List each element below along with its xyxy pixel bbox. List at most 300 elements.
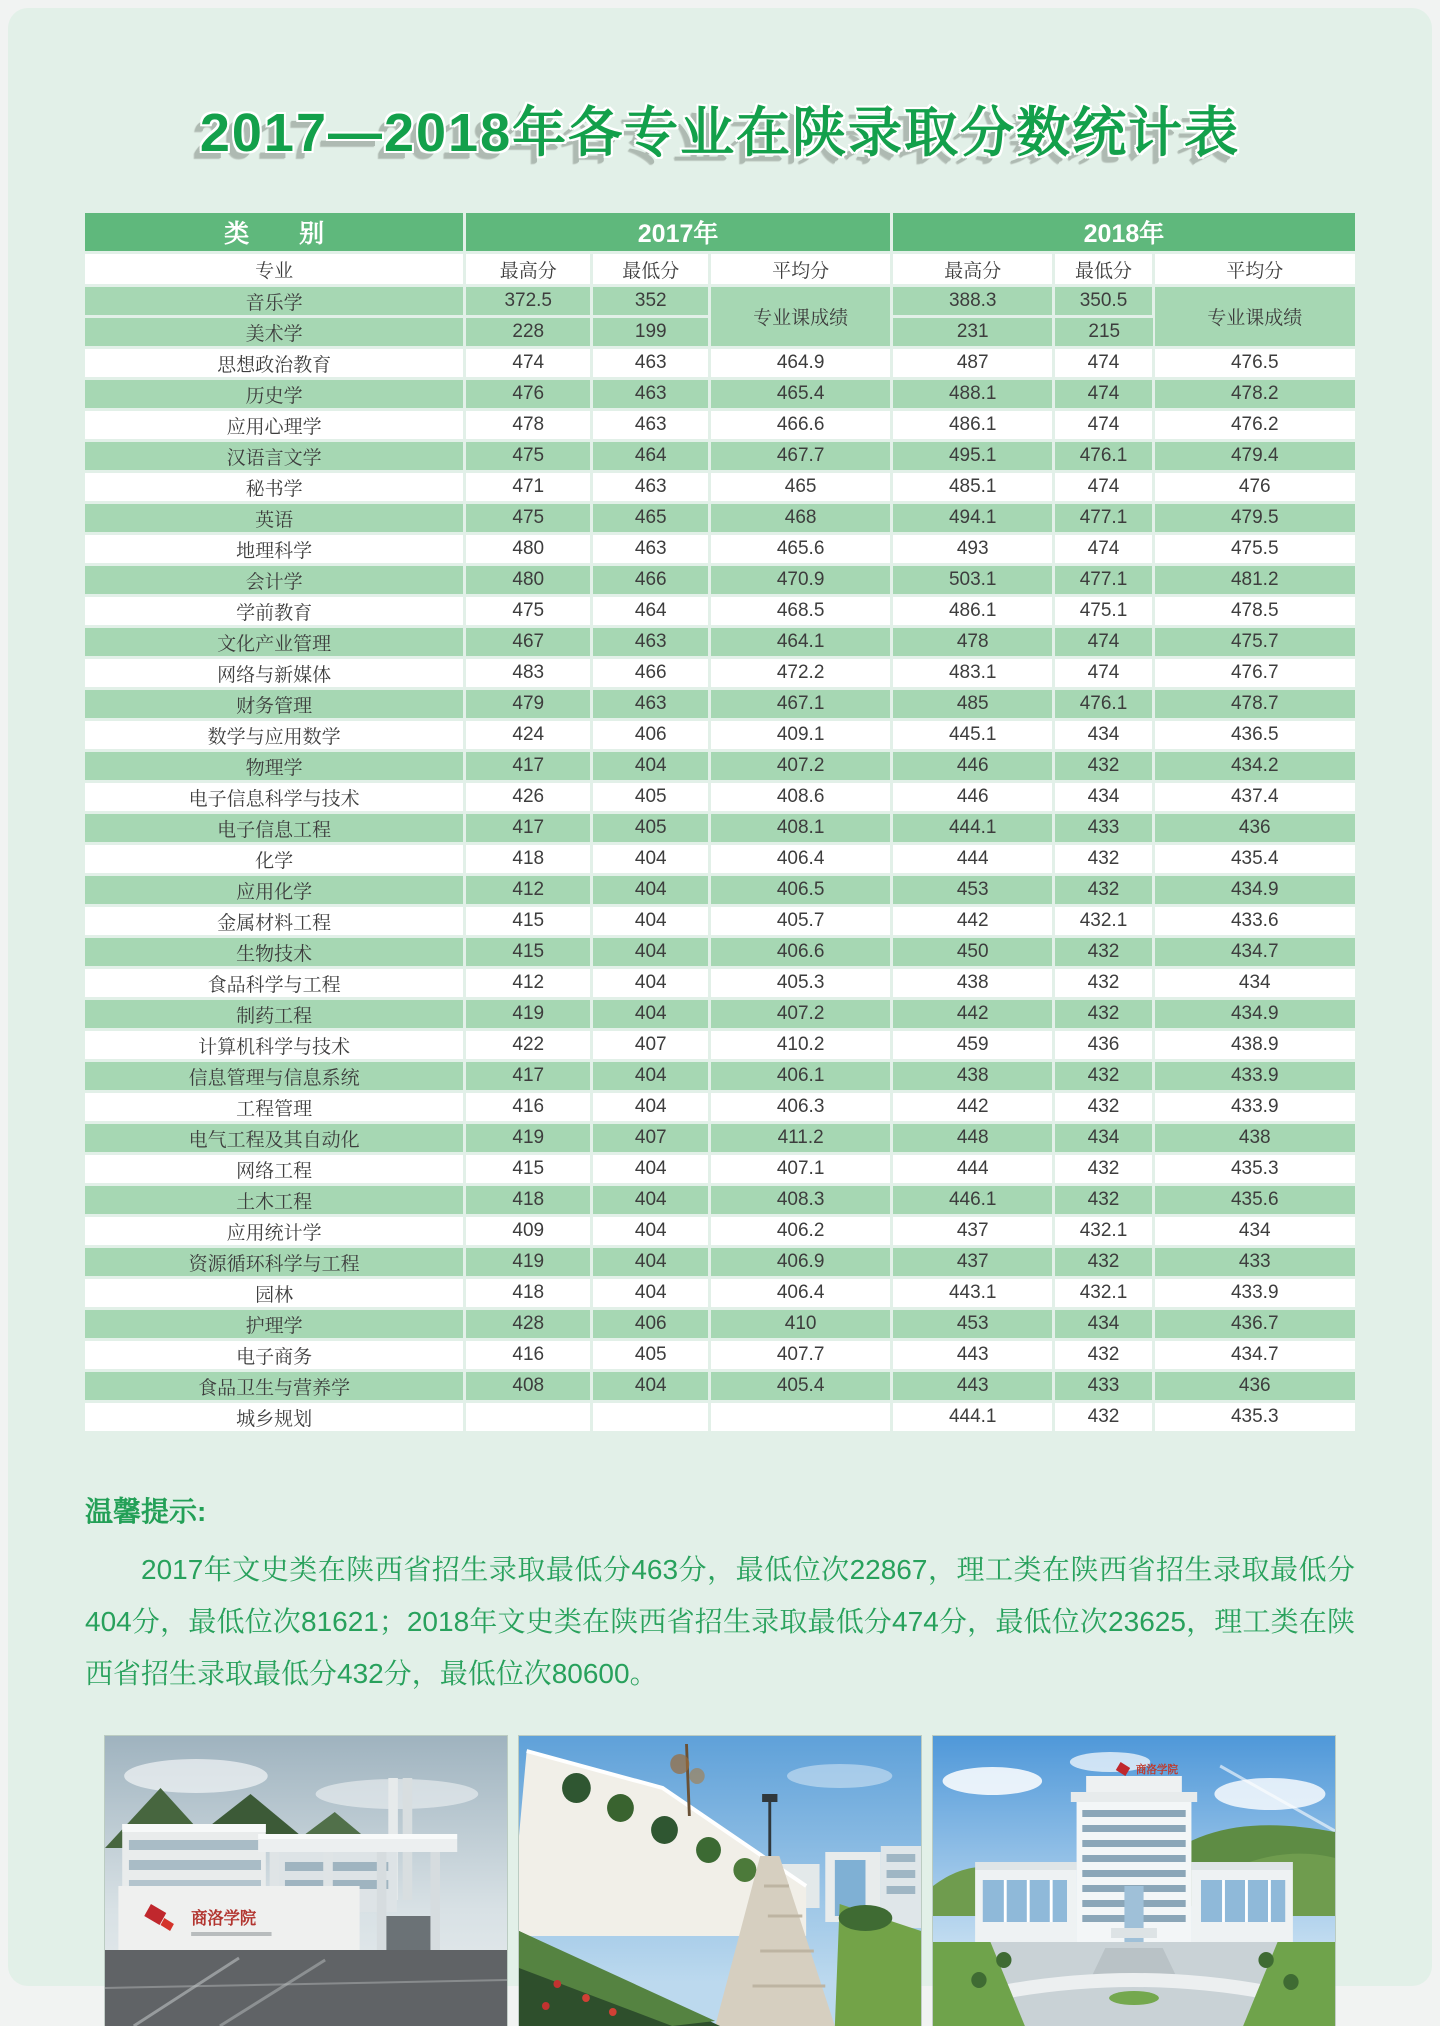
cell-2018-min: 432.1 xyxy=(1054,1216,1153,1247)
cell-2018-avg: 436.7 xyxy=(1153,1309,1355,1340)
campus-gate-illustration xyxy=(105,1736,507,2026)
cell-2017-max: 415 xyxy=(465,906,592,937)
cell-2018-max: 442 xyxy=(891,999,1054,1030)
cell-2018-min: 474 xyxy=(1054,472,1153,503)
cell-2018-min: 474 xyxy=(1054,410,1153,441)
cell-2018-max: 443 xyxy=(891,1371,1054,1402)
cell-2017-avg: 470.9 xyxy=(710,565,892,596)
table-row xyxy=(85,596,1355,627)
cell-2017-max: 409 xyxy=(465,1216,592,1247)
cell-2017-avg: 468.5 xyxy=(710,596,892,627)
cell-2017-max: 471 xyxy=(465,472,592,503)
cell-major: 应用化学 xyxy=(85,875,465,906)
table-header-row xyxy=(85,213,1355,253)
cell-2018-avg: 434 xyxy=(1153,1216,1355,1247)
cell-2017-avg: 472.2 xyxy=(710,658,892,689)
cell-2017-min: 406 xyxy=(592,720,710,751)
cell-2017-avg: 405.7 xyxy=(710,906,892,937)
cell-2018-avg: 434.9 xyxy=(1153,999,1355,1030)
table-row xyxy=(85,503,1355,534)
table-row xyxy=(85,782,1355,813)
cell-2017-avg: 465 xyxy=(710,472,892,503)
table-row xyxy=(85,1061,1355,1092)
table-row xyxy=(85,472,1355,503)
cell-2018-min: 474 xyxy=(1054,658,1153,689)
cell-2017-min: 463 xyxy=(592,472,710,503)
cell-2017-max: 415 xyxy=(465,1154,592,1185)
table-row xyxy=(85,1154,1355,1185)
tips-heading: 温馨提示: xyxy=(85,1496,207,1527)
cell-2018-max: 494.1 xyxy=(891,503,1054,534)
main-building-photo xyxy=(933,1736,1335,2026)
cell-2017-max: 412 xyxy=(465,968,592,999)
cell-2017-min: 463 xyxy=(592,348,710,379)
score-table xyxy=(85,213,1355,1434)
cell-2017-min: 463 xyxy=(592,410,710,441)
subheader-major: 专业 xyxy=(85,253,465,286)
page-title: 2017—2018年各专业在陕录取分数统计表 xyxy=(199,103,1241,163)
main-building-illustration xyxy=(933,1736,1335,2026)
cell-2017-avg: 406.6 xyxy=(710,937,892,968)
cell-2017-min: 404 xyxy=(592,1061,710,1092)
cell-2018-max: 453 xyxy=(891,875,1054,906)
cell-major: 电子信息科学与技术 xyxy=(85,782,465,813)
cell-2017-min: 464 xyxy=(592,596,710,627)
table-row xyxy=(85,658,1355,689)
cell-2017-max: 480 xyxy=(465,565,592,596)
cell-2017-max: 419 xyxy=(465,1123,592,1154)
cell-2017-max: 418 xyxy=(465,844,592,875)
cell-2017-max: 475 xyxy=(465,441,592,472)
cell-2018-avg: 438 xyxy=(1153,1123,1355,1154)
cell-major: 物理学 xyxy=(85,751,465,782)
gate-sign-text: 商洛学院 xyxy=(191,1908,257,1929)
cell-2017-max: 228 xyxy=(465,317,592,348)
cell-2017-min: 407 xyxy=(592,1123,710,1154)
table-row xyxy=(85,1216,1355,1247)
cell-major: 生物技术 xyxy=(85,937,465,968)
cell-2017-avg: 407.2 xyxy=(710,999,892,1030)
cell-2017-min: 463 xyxy=(592,689,710,720)
cell-major: 历史学 xyxy=(85,379,465,410)
cell-2018-min: 434 xyxy=(1054,1123,1153,1154)
subheader-2018-min: 最低分 xyxy=(1054,253,1153,286)
table-row xyxy=(85,441,1355,472)
cell-2017-min: 465 xyxy=(592,503,710,534)
cell-major: 学前教育 xyxy=(85,596,465,627)
cell-2018-min: 434 xyxy=(1054,720,1153,751)
cell-2018-max: 437 xyxy=(891,1216,1054,1247)
cell-2017-max: 408 xyxy=(465,1371,592,1402)
cell-2017-max: 412 xyxy=(465,875,592,906)
cell-major: 汉语言文学 xyxy=(85,441,465,472)
cell-major: 英语 xyxy=(85,503,465,534)
cell-2017-min xyxy=(592,1402,710,1433)
cell-2018-avg: 476 xyxy=(1153,472,1355,503)
cell-2017-max: 419 xyxy=(465,1247,592,1278)
cell-2018-max: 438 xyxy=(891,1061,1054,1092)
cell-2018-min: 477.1 xyxy=(1054,503,1153,534)
cell-2017-max: 476 xyxy=(465,379,592,410)
cell-2018-min: 432 xyxy=(1054,751,1153,782)
table-row xyxy=(85,1371,1355,1402)
cell-2017-avg: 406.3 xyxy=(710,1092,892,1123)
campus-gate-photo xyxy=(105,1736,507,2026)
cell-2017-max: 416 xyxy=(465,1340,592,1371)
cell-2017-avg: 410.2 xyxy=(710,1030,892,1061)
table-row xyxy=(85,627,1355,658)
cell-2018-avg: 433.9 xyxy=(1153,1278,1355,1309)
cell-2018-max: 483.1 xyxy=(891,658,1054,689)
cell-2017-max: 475 xyxy=(465,503,592,534)
header-year-2017: 2017年 xyxy=(465,213,892,253)
cell-2018-min: 436 xyxy=(1054,1030,1153,1061)
cell-2018-min: 474 xyxy=(1054,348,1153,379)
cell-2017-min: 405 xyxy=(592,1340,710,1371)
table-row xyxy=(85,720,1355,751)
cell-2017-avg: 466.6 xyxy=(710,410,892,441)
cell-2017-min: 404 xyxy=(592,1278,710,1309)
cell-major: 制药工程 xyxy=(85,999,465,1030)
cell-2018-avg: 436 xyxy=(1153,1371,1355,1402)
cell-2018-max: 445.1 xyxy=(891,720,1054,751)
table-row xyxy=(85,937,1355,968)
cell-2018-max: 443 xyxy=(891,1340,1054,1371)
cell-major: 地理科学 xyxy=(85,534,465,565)
cell-2017-max: 418 xyxy=(465,1278,592,1309)
cell-2018-avg: 437.4 xyxy=(1153,782,1355,813)
cell-2018-min: 432 xyxy=(1054,968,1153,999)
cell-2018-min: 476.1 xyxy=(1054,441,1153,472)
cell-2018-max: 453 xyxy=(891,1309,1054,1340)
cell-2018-avg: 478.2 xyxy=(1153,379,1355,410)
cell-2018-max: 450 xyxy=(891,937,1054,968)
cell-2018-min: 432.1 xyxy=(1054,906,1153,937)
cell-2017-min: 404 xyxy=(592,1247,710,1278)
cell-2017-max: 428 xyxy=(465,1309,592,1340)
cell-2018-avg: 476.5 xyxy=(1153,348,1355,379)
table-row xyxy=(85,1402,1355,1433)
table-row xyxy=(85,1185,1355,1216)
cell-2018-avg: 434.7 xyxy=(1153,1340,1355,1371)
cell-2018-avg: 436.5 xyxy=(1153,720,1355,751)
roof-sign-text: 商洛学院 xyxy=(1135,1763,1178,1777)
table-row xyxy=(85,1340,1355,1371)
cell-2017-avg: 406.9 xyxy=(710,1247,892,1278)
cell-2017-max: 474 xyxy=(465,348,592,379)
cell-2018-max: 448 xyxy=(891,1123,1054,1154)
cell-2018-avg: 433.9 xyxy=(1153,1092,1355,1123)
cell-major: 食品卫生与营养学 xyxy=(85,1371,465,1402)
cell-2018-min: 433 xyxy=(1054,1371,1153,1402)
cell-2018-min: 432 xyxy=(1054,844,1153,875)
cell-major: 金属材料工程 xyxy=(85,906,465,937)
cell-2018-max: 485.1 xyxy=(891,472,1054,503)
cell-2018-max: 446 xyxy=(891,751,1054,782)
cell-2017-min: 404 xyxy=(592,1216,710,1247)
table-row xyxy=(85,1092,1355,1123)
cell-2017-max: 467 xyxy=(465,627,592,658)
subheader-2018-avg: 平均分 xyxy=(1153,253,1355,286)
table-row xyxy=(85,906,1355,937)
cell-2017-avg: 465.6 xyxy=(710,534,892,565)
cell-major: 护理学 xyxy=(85,1309,465,1340)
cell-2017-max: 417 xyxy=(465,751,592,782)
cell-major: 音乐学 xyxy=(85,286,465,317)
cell-2017-max: 419 xyxy=(465,999,592,1030)
cell-2017-min: 407 xyxy=(592,1030,710,1061)
cell-2017-avg: 406.4 xyxy=(710,1278,892,1309)
cell-2017-min: 464 xyxy=(592,441,710,472)
cell-2017-min: 404 xyxy=(592,844,710,875)
cell-2017-max: 417 xyxy=(465,1061,592,1092)
table-row xyxy=(85,751,1355,782)
cell-2018-max: 444 xyxy=(891,844,1054,875)
tips-body: 2017年文史类在陕西省招生录取最低分463分，最低位次22867，理工类在陕西省招生录取最低分404分，最低位次81621；2018年文史类在陕西省招生录取最低分474分，最低位次23625，理工类在陕西省招生录取最低分432分，最低位次80600。 xyxy=(85,1554,1355,1689)
cell-2018-min: 432 xyxy=(1054,1154,1153,1185)
table-row xyxy=(85,813,1355,844)
cell-2017-max: 475 xyxy=(465,596,592,627)
cell-major: 应用统计学 xyxy=(85,1216,465,1247)
cell-2018-max: 443.1 xyxy=(891,1278,1054,1309)
cell-major: 食品科学与工程 xyxy=(85,968,465,999)
cell-2017-max: 479 xyxy=(465,689,592,720)
cell-2018-avg: 481.2 xyxy=(1153,565,1355,596)
subheader-2017-avg: 平均分 xyxy=(710,253,892,286)
cell-2018-min: 215 xyxy=(1054,317,1153,348)
cell-2017-max: 478 xyxy=(465,410,592,441)
header-year-2018: 2018年 xyxy=(891,213,1355,253)
cell-2017-avg: 406.2 xyxy=(710,1216,892,1247)
cell-2018-avg-merged: 专业课成绩 xyxy=(1153,286,1355,348)
cell-2018-max: 231 xyxy=(891,317,1054,348)
cell-2018-avg: 435.6 xyxy=(1153,1185,1355,1216)
cell-2017-avg: 407.7 xyxy=(710,1340,892,1371)
cell-major: 思想政治教育 xyxy=(85,348,465,379)
cell-2017-min: 404 xyxy=(592,968,710,999)
cell-2018-max: 459 xyxy=(891,1030,1054,1061)
table-row xyxy=(85,1030,1355,1061)
campus-path-photo xyxy=(519,1736,921,2026)
cell-2017-min: 466 xyxy=(592,658,710,689)
table-row xyxy=(85,1123,1355,1154)
cell-2018-max: 442 xyxy=(891,906,1054,937)
cell-2017-avg: 408.6 xyxy=(710,782,892,813)
cell-2017-avg: 467.7 xyxy=(710,441,892,472)
cell-major: 电子商务 xyxy=(85,1340,465,1371)
table-row xyxy=(85,875,1355,906)
cell-2017-max: 483 xyxy=(465,658,592,689)
cell-2018-avg: 433.6 xyxy=(1153,906,1355,937)
cell-2017-avg: 409.1 xyxy=(710,720,892,751)
cell-2018-max: 486.1 xyxy=(891,596,1054,627)
table-row xyxy=(85,348,1355,379)
cell-2017-avg-merged: 专业课成绩 xyxy=(710,286,892,348)
cell-major: 园林 xyxy=(85,1278,465,1309)
cell-2018-min: 474 xyxy=(1054,534,1153,565)
cell-2017-min: 463 xyxy=(592,627,710,658)
cell-2017-max: 424 xyxy=(465,720,592,751)
cell-2018-avg: 433.9 xyxy=(1153,1061,1355,1092)
table-row xyxy=(85,1247,1355,1278)
cell-2018-max: 486.1 xyxy=(891,410,1054,441)
cell-2018-min: 432 xyxy=(1054,1061,1153,1092)
cell-2018-min: 432.1 xyxy=(1054,1278,1153,1309)
cell-2017-max: 418 xyxy=(465,1185,592,1216)
cell-2018-avg: 475.7 xyxy=(1153,627,1355,658)
table-row xyxy=(85,844,1355,875)
cell-2017-max: 422 xyxy=(465,1030,592,1061)
cell-2017-avg: 407.2 xyxy=(710,751,892,782)
cell-2017-avg: 408.1 xyxy=(710,813,892,844)
cell-major: 文化产业管理 xyxy=(85,627,465,658)
cell-2018-max: 495.1 xyxy=(891,441,1054,472)
cell-2018-max: 503.1 xyxy=(891,565,1054,596)
tips-section xyxy=(85,1490,1355,1700)
cell-2018-avg: 479.4 xyxy=(1153,441,1355,472)
cell-2017-min: 199 xyxy=(592,317,710,348)
cell-2017-min: 404 xyxy=(592,1092,710,1123)
cell-2018-max: 493 xyxy=(891,534,1054,565)
cell-2018-min: 432 xyxy=(1054,1185,1153,1216)
table-row xyxy=(85,286,1355,317)
table-row xyxy=(85,689,1355,720)
cell-2018-min: 432 xyxy=(1054,1092,1153,1123)
cell-major: 计算机科学与技术 xyxy=(85,1030,465,1061)
cell-2018-min: 432 xyxy=(1054,999,1153,1030)
cell-major: 化学 xyxy=(85,844,465,875)
cell-2018-max: 444 xyxy=(891,1154,1054,1185)
cell-major: 网络工程 xyxy=(85,1154,465,1185)
table-row xyxy=(85,999,1355,1030)
cell-major: 会计学 xyxy=(85,565,465,596)
cell-2018-min: 475.1 xyxy=(1054,596,1153,627)
cell-major: 土木工程 xyxy=(85,1185,465,1216)
cell-2018-min: 432 xyxy=(1054,1340,1153,1371)
cell-2018-avg: 434.2 xyxy=(1153,751,1355,782)
cell-2018-avg: 435.3 xyxy=(1153,1402,1355,1433)
cell-2017-avg: 465.4 xyxy=(710,379,892,410)
cell-2017-max: 372.5 xyxy=(465,286,592,317)
cell-2017-avg: 406.4 xyxy=(710,844,892,875)
cell-2017-avg xyxy=(710,1402,892,1433)
cell-2017-min: 463 xyxy=(592,379,710,410)
cell-2017-min: 404 xyxy=(592,999,710,1030)
cell-2017-min: 404 xyxy=(592,1185,710,1216)
cell-2018-max: 446.1 xyxy=(891,1185,1054,1216)
cell-2018-avg: 438.9 xyxy=(1153,1030,1355,1061)
cell-2017-min: 466 xyxy=(592,565,710,596)
cell-2018-max: 437 xyxy=(891,1247,1054,1278)
cell-2018-min: 434 xyxy=(1054,782,1153,813)
cell-major: 网络与新媒体 xyxy=(85,658,465,689)
cell-2017-avg: 406.1 xyxy=(710,1061,892,1092)
score-table-head xyxy=(85,213,1355,286)
cell-major: 财务管理 xyxy=(85,689,465,720)
cell-2018-min: 476.1 xyxy=(1054,689,1153,720)
cell-2017-min: 463 xyxy=(592,534,710,565)
cell-2018-min: 474 xyxy=(1054,379,1153,410)
cell-2018-min: 434 xyxy=(1054,1309,1153,1340)
cell-2018-min: 432 xyxy=(1054,875,1153,906)
cell-2018-max: 438 xyxy=(891,968,1054,999)
cell-2018-avg: 434.7 xyxy=(1153,937,1355,968)
cell-major: 美术学 xyxy=(85,317,465,348)
cell-2018-avg: 476.2 xyxy=(1153,410,1355,441)
cell-major: 城乡规划 xyxy=(85,1402,465,1433)
cell-2017-max: 426 xyxy=(465,782,592,813)
cell-2018-max: 478 xyxy=(891,627,1054,658)
cell-2017-min: 404 xyxy=(592,1154,710,1185)
cell-2018-max: 442 xyxy=(891,1092,1054,1123)
cell-2017-min: 405 xyxy=(592,813,710,844)
cell-major: 数学与应用数学 xyxy=(85,720,465,751)
cell-2018-min: 350.5 xyxy=(1054,286,1153,317)
cell-2017-min: 404 xyxy=(592,1371,710,1402)
cell-major: 电子信息工程 xyxy=(85,813,465,844)
table-subheader-row xyxy=(85,253,1355,286)
subheader-2017-min: 最低分 xyxy=(592,253,710,286)
cell-2018-max: 487 xyxy=(891,348,1054,379)
cell-2017-avg: 464.1 xyxy=(710,627,892,658)
cell-2017-min: 404 xyxy=(592,875,710,906)
cell-major: 秘书学 xyxy=(85,472,465,503)
header-category: 类 别 xyxy=(85,213,465,253)
cell-2018-max: 485 xyxy=(891,689,1054,720)
cell-2017-avg: 467.1 xyxy=(710,689,892,720)
cell-2018-avg: 433 xyxy=(1153,1247,1355,1278)
cell-2017-avg: 468 xyxy=(710,503,892,534)
cell-2018-max: 444.1 xyxy=(891,1402,1054,1433)
cell-2017-min: 404 xyxy=(592,906,710,937)
cell-2018-max: 446 xyxy=(891,782,1054,813)
cell-2018-min: 432 xyxy=(1054,1247,1153,1278)
cell-2017-avg: 405.3 xyxy=(710,968,892,999)
cell-2018-avg: 476.7 xyxy=(1153,658,1355,689)
cell-2017-min: 404 xyxy=(592,751,710,782)
campus-photos xyxy=(105,1736,1335,2026)
cell-2018-avg: 478.5 xyxy=(1153,596,1355,627)
table-row xyxy=(85,1278,1355,1309)
cell-2017-avg: 411.2 xyxy=(710,1123,892,1154)
cell-2018-avg: 435.4 xyxy=(1153,844,1355,875)
cell-2017-max xyxy=(465,1402,592,1433)
cell-2017-max: 415 xyxy=(465,937,592,968)
cell-2017-avg: 410 xyxy=(710,1309,892,1340)
score-table-body xyxy=(85,286,1355,1433)
cell-major: 工程管理 xyxy=(85,1092,465,1123)
cell-major: 信息管理与信息系统 xyxy=(85,1061,465,1092)
table-row xyxy=(85,1309,1355,1340)
cell-2018-avg: 479.5 xyxy=(1153,503,1355,534)
cell-2018-avg: 434.9 xyxy=(1153,875,1355,906)
cell-2018-max: 488.1 xyxy=(891,379,1054,410)
cell-2017-min: 404 xyxy=(592,937,710,968)
cell-major: 应用心理学 xyxy=(85,410,465,441)
cell-2017-avg: 407.1 xyxy=(710,1154,892,1185)
campus-path-illustration xyxy=(519,1736,921,2026)
cell-2018-min: 432 xyxy=(1054,1402,1153,1433)
table-row xyxy=(85,968,1355,999)
cell-2017-min: 352 xyxy=(592,286,710,317)
cell-2017-max: 417 xyxy=(465,813,592,844)
cell-2018-min: 432 xyxy=(1054,937,1153,968)
page-content xyxy=(85,0,1355,2026)
cell-2018-avg: 435.3 xyxy=(1153,1154,1355,1185)
cell-2018-avg: 436 xyxy=(1153,813,1355,844)
subheader-2018-max: 最高分 xyxy=(891,253,1054,286)
cell-2018-min: 433 xyxy=(1054,813,1153,844)
